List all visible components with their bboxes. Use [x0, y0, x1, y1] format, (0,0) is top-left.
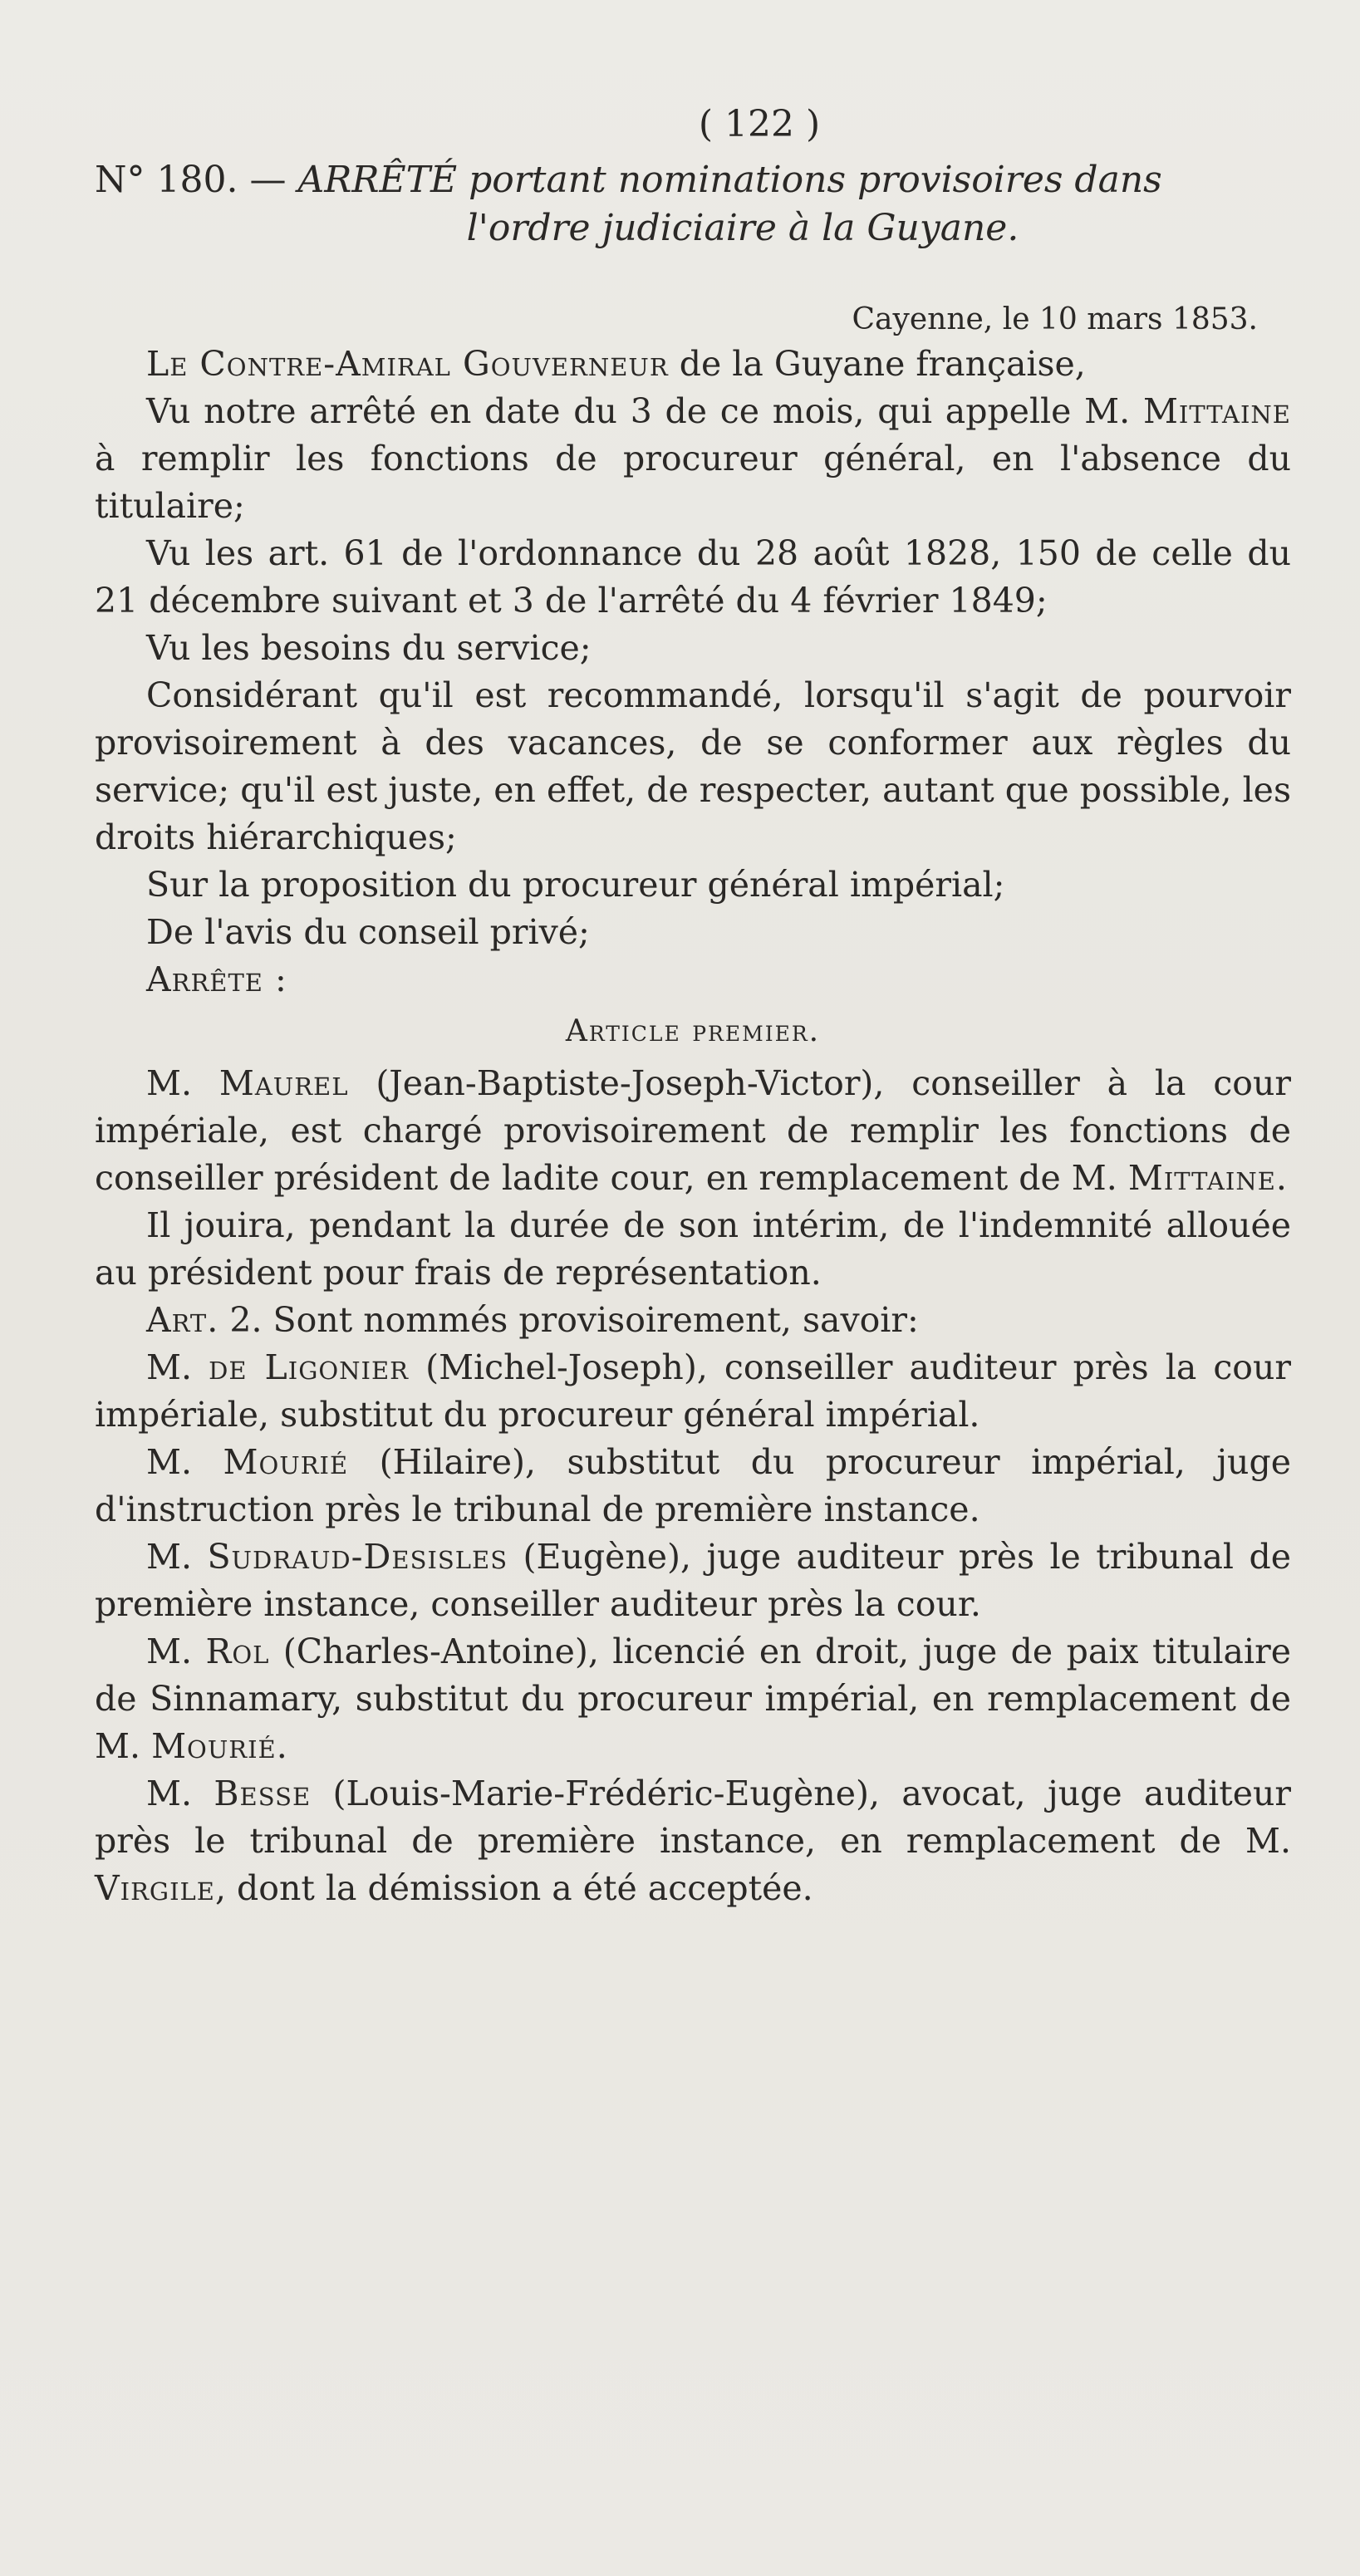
paragraph-text: 2. Sont nommés provisoirement, savoir: — [229, 1300, 919, 1340]
paragraph-text: M. — [146, 1347, 193, 1387]
paragraph-mourie — [95, 1439, 1291, 1533]
name-maurel: Maurel — [218, 1063, 349, 1103]
paragraph-article-1 — [95, 1060, 1291, 1202]
paragraph-considerant: Considérant qu'il est recommandé, lorsqu'il s'agit de pourvoir provisoirement à des vacances, de se conformer aux règles du service; qu'il est juste, en effet, de respecter, autant que possible, les droits hiérarchiques; — [95, 675, 1291, 857]
paragraph-preamble — [95, 341, 1291, 388]
heading-subtitle-line2: l'ordre judiciaire à la Guyane. — [466, 207, 1019, 249]
heading-title: ARRÊTÉ — [297, 159, 458, 201]
paragraph-vu-articles: Vu les art. 61 de l'ordonnance du 28 août 1828, 150 de celle du 21 décembre suivant et 3 de l'arrêté du 4 février 1849; — [95, 533, 1291, 621]
paragraph-text: (Hilaire), substitut du procureur impérial, juge d'instruction près le tribunal de première instance. — [95, 1442, 1291, 1529]
name-mourie: Mourié — [223, 1442, 349, 1482]
name-besse: Besse — [214, 1774, 312, 1813]
name-mittaine: Mittaine — [1142, 391, 1291, 431]
paragraph-text: (Charles-Antoine), licencié en droit, juge de paix titulaire de Sinnamary, substitut du procureur impérial, en remplacement de M. — [95, 1631, 1291, 1766]
heading-number: N° 180. — — [95, 159, 287, 201]
paragraph-text: , dont la démission a été acceptée. — [214, 1868, 813, 1908]
paragraph-text: (Jean-Baptiste-Joseph-Victor), conseiller à la cour impériale, est chargé provisoirement de remplir les fonctions de conseiller président de ladite cour, en remplacement de M. — [95, 1063, 1291, 1198]
paragraph-text: . — [1275, 1158, 1287, 1198]
paragraph-text: M. — [146, 1631, 193, 1671]
paragraph-besse — [95, 1770, 1291, 1912]
name-mittaine: Mittaine — [1127, 1158, 1276, 1198]
paragraph-text: (Michel-Joseph), conseiller auditeur près la cour impériale, substitut du procureur général impérial. — [95, 1347, 1291, 1435]
document-heading — [95, 156, 1291, 253]
paragraph-sudraud — [95, 1533, 1291, 1628]
page-number: ( 122 ) — [698, 103, 821, 145]
paragraph-article-2 — [95, 1297, 1291, 1344]
paragraph-vu-besoins: Vu les besoins du service; — [146, 628, 592, 668]
art-label: Art. — [146, 1300, 219, 1340]
paragraph-text: à remplir les fonctions de procureur général, en l'absence du titulaire; — [95, 439, 1291, 526]
paragraph-ligonier — [95, 1344, 1291, 1439]
name-mourie: Mourié — [151, 1726, 277, 1766]
paragraph-text: M. — [146, 1442, 193, 1482]
paragraph-arrete — [95, 956, 1291, 1003]
article-title: Article premier. — [565, 1014, 821, 1048]
paragraph-text: . — [276, 1726, 287, 1766]
name-rol: Rol — [205, 1631, 270, 1671]
name-virgile: Virgile — [95, 1868, 215, 1908]
paragraph-text: M. — [146, 1063, 193, 1103]
paragraph-vu-arrete — [95, 388, 1291, 530]
paragraph-text: Vu notre arrêté en date du 3 de ce mois, qui appelle M. — [146, 391, 1131, 431]
paragraph-avis: De l'avis du conseil privé; — [146, 912, 590, 952]
paragraph-text: M. — [146, 1537, 193, 1577]
heading-subtitle: portant nominations provisoires dans — [469, 159, 1162, 201]
paragraph-text: de la Guyane française, — [679, 344, 1086, 384]
paragraph-proposition: Sur la proposition du procureur général impérial; — [146, 865, 1005, 905]
paragraph-indemnite: Il jouira, pendant la durée de son intérim, de l'indemnité allouée au président pour frais de représentation. — [95, 1205, 1291, 1293]
text-block — [95, 100, 1291, 1912]
name-sudraud: Sudraud-Desisles — [207, 1537, 508, 1577]
name-ligonier: de Ligonier — [209, 1347, 410, 1387]
document-date: Cayenne, le 10 mars 1853. — [852, 302, 1258, 336]
paragraph-text: M. — [146, 1774, 193, 1813]
paragraph-text: (Eugène), juge auditeur près le tribunal de première instance, conseiller auditeur près la cour. — [95, 1537, 1291, 1624]
governor-title: Le Contre-Amiral Gouverneur — [146, 344, 669, 384]
arrete-label: Arrête : — [146, 959, 287, 999]
paragraph-rol — [95, 1628, 1291, 1770]
paragraph-text: (Louis-Marie-Frédéric-Eugène), avocat, juge auditeur près le tribunal de première instance, en remplacement de M. — [95, 1774, 1291, 1861]
